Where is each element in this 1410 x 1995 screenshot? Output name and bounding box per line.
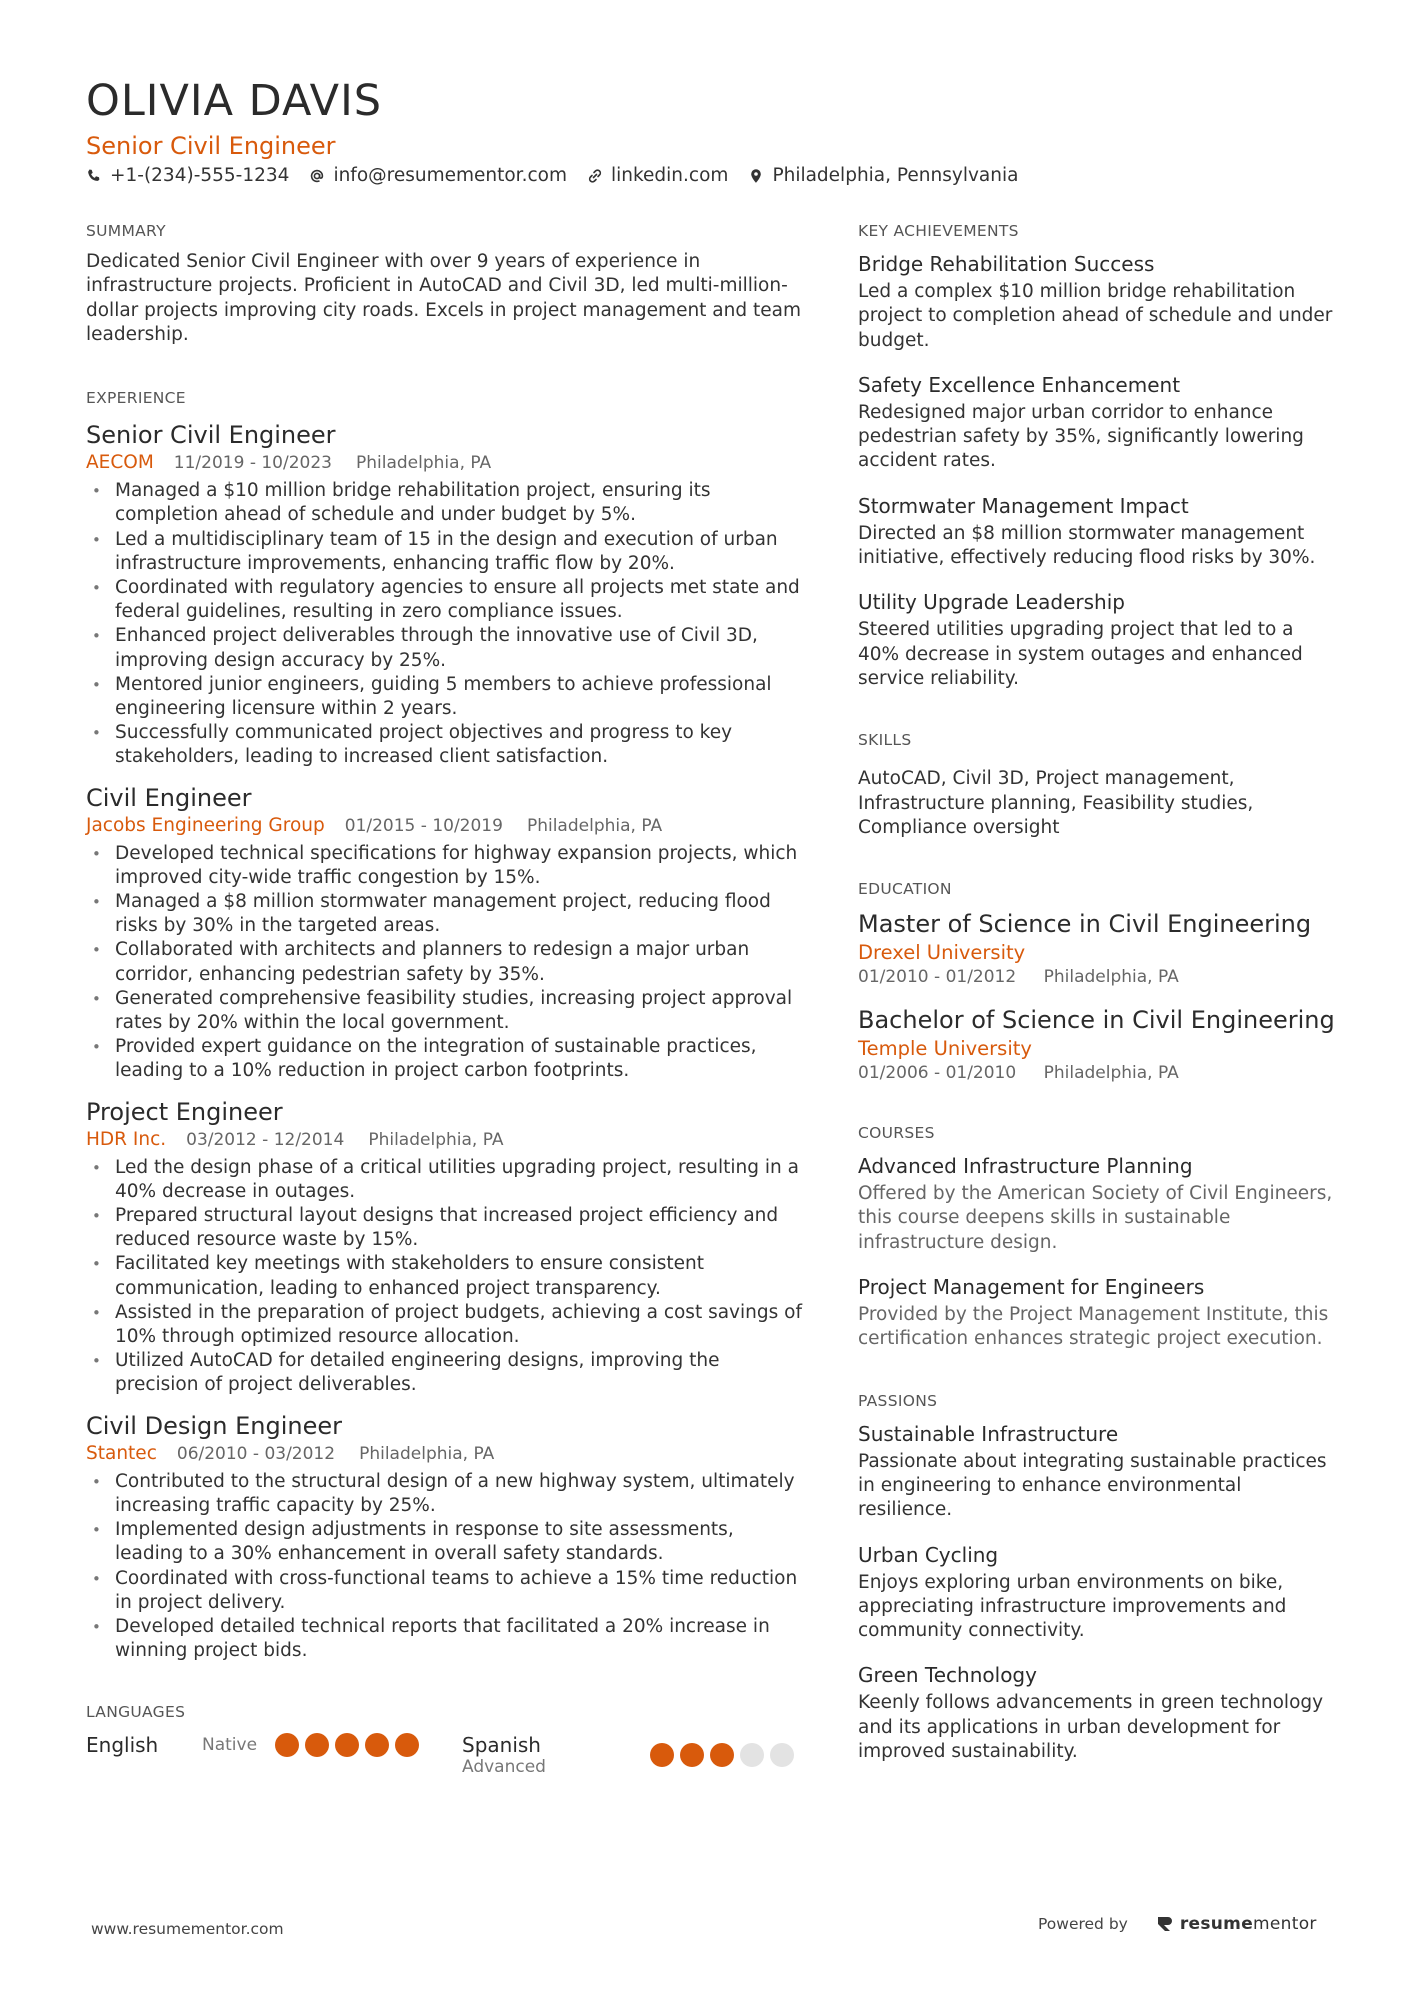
achievement-title: Stormwater Management Impact [858,493,1189,518]
achievement-title: Utility Upgrade Leadership [858,590,1125,615]
rating-dot [650,1743,674,1767]
contact-location-text: Philadelphia, Pennsylvania [772,165,1019,186]
job-bullet: • Developed technical specifications for highway expansion projects, which improved city-wide traffic congestion by 15%. [86,842,802,890]
education-location: Philadelphia, PA [1043,967,1179,988]
phone-icon [86,168,102,184]
job-title: Senior Civil Engineer [86,421,336,450]
job-dates: 03/2012 - 12/2014 [186,1129,345,1150]
language-name: Spanish [462,1733,541,1758]
language-level: Advanced [462,1757,546,1778]
course-title: Project Management for Engineers [858,1275,1205,1300]
link-icon [587,168,603,184]
job-bullet: • Prepared structural layout designs that increased project efficiency and reduced resource waste by 15%. [86,1204,802,1252]
education-meta [858,966,1338,988]
brand-logo[interactable] [1156,1914,1317,1934]
passion-item [858,1541,1338,1644]
contact-bar [86,165,1038,186]
contact-email[interactable] [309,165,567,186]
brand-rest: mentor [1253,1914,1317,1934]
job-entry [86,419,802,769]
course-desc: Offered by the American Society of Civil Engineers, this course deepens skills in sustainable infrastructure design. [858,1183,1333,1253]
contact-phone-text: +1-(234)-555-1234 [110,165,290,186]
language-item [86,1733,462,1757]
rating-dot [395,1733,419,1757]
language-level: Native [202,1735,258,1756]
job-bullet: • Managed a $8 million stormwater management project, reducing flood risks by 30% in the targeted areas. [86,890,802,938]
job-entry [86,1410,802,1664]
job-location: Philadelphia, PA [359,1443,495,1464]
rating-dot [365,1733,389,1757]
course-desc: Provided by the Project Management Institute, this certification enhances strategic project execution. [858,1304,1329,1350]
passion-title: Sustainable Infrastructure [858,1421,1119,1446]
job-title: Project Engineer [86,1097,283,1126]
job-company: HDR Inc. [86,1128,167,1150]
job-dates: 06/2010 - 03/2012 [176,1443,336,1464]
job-bullet: • Developed detailed technical reports that facilitated a 20% increase in winning project bids. [86,1615,802,1663]
rating-dot [335,1733,359,1757]
map-pin-icon [748,168,764,184]
candidate-name: OLIVIA DAVIS [86,76,383,126]
skills-heading: SKILLS [858,731,912,750]
at-icon [309,168,325,184]
resumementor-logo-icon [1156,1915,1174,1933]
job-bullet: • Collaborated with architects and planners to redesign a major urban corridor, enhancing pedestrian safety by 35%. [86,938,802,986]
footer-website[interactable]: www.resumementor.com [91,1920,284,1938]
job-location: Philadelphia, PA [526,815,663,836]
language-text [462,1733,650,1777]
job-location: Philadelphia, PA [368,1129,504,1150]
education-degree: Master of Science in Civil Engineering [858,910,1312,939]
education-dates: 01/2010 - 01/2012 [858,967,1017,988]
job-bullet: • Enhanced project deliverables through the innovative use of Civil 3D, improving design accuracy by 25%. [86,624,802,672]
job-dates: 11/2019 - 10/2023 [173,453,332,474]
summary-heading: SUMMARY [86,222,166,240]
rating-dot [710,1743,734,1767]
passions-heading: PASSIONS [858,1391,938,1410]
contact-linkedin-text: linkedin.com [610,165,729,186]
achievement-desc: Led a complex $10 million bridge rehabilitation project to completion ahead of schedule and under budget. [858,281,1333,351]
job-bullet: • Coordinated with regulatory agencies to ensure all projects met state and federal guidelines, resulting in zero compliance issues. [86,576,802,624]
job-entry [86,1096,802,1398]
achievements-heading: KEY ACHIEVEMENTS [858,222,1019,240]
education-item [858,908,1338,988]
job-company: AECOM [86,452,154,474]
rating-dot [740,1743,764,1767]
job-title: Civil Design Engineer [86,1411,342,1440]
achievement-item [858,371,1338,474]
job-bullet: • Led a multidisciplinary team of 15 in the design and execution of urban infrastructure improvements, enhancing traffic flow by 20%. [86,528,802,576]
right-column [858,222,1338,1764]
job-bullet: • Contributed to the structural design of a new highway system, ultimately increasing traffic capacity by 25%. [86,1470,802,1518]
job-bullet: • Generated comprehensive feasibility studies, increasing project approval rates by 20% within the local government. [86,987,802,1035]
job-bullets [86,1470,802,1664]
job-bullets [86,1156,802,1398]
experience-heading: EXPERIENCE [86,389,186,408]
passion-desc: Keenly follows advancements in green technology and its applications in urban development for improved sustainability. [858,1692,1324,1763]
left-column [86,222,802,1777]
achievement-title: Safety Excellence Enhancement [858,372,1181,397]
courses-heading: COURSES [858,1124,935,1143]
passion-item [858,1420,1338,1523]
achievement-item [858,250,1338,353]
achievement-title: Bridge Rehabilitation Success [858,252,1155,276]
achievement-desc: Steered utilities upgrading project that led to a 40% decrease in system outages and enhanced service reliability. [858,619,1303,689]
language-item [462,1733,800,1777]
job-bullets [86,479,802,769]
job-bullet: • Successfully communicated project objectives and progress to key stakeholders, leading to increased client satisfaction. [86,721,802,769]
contact-email-text: info@resumementor.com [333,165,567,186]
contact-linkedin[interactable] [587,165,728,186]
languages-list [86,1733,802,1777]
job-bullet: • Facilitated key meetings with stakeholders to ensure consistent communication, leading to enhanced project transparency. [86,1252,802,1300]
achievement-desc: Redesigned major urban corridor to enhance pedestrian safety by 35%, significantly lowering accident rates. [858,401,1304,472]
job-bullet: • Implemented design adjustments in response to site assessments, leading to a 30% enhancement in overall safety standards. [86,1518,802,1566]
rating-dot [770,1743,794,1767]
rating-dot [680,1743,704,1767]
summary-text: Dedicated Senior Civil Engineer with over 9 years of experience in infrastructure projects. Proficient in AutoCAD and Civil 3D, led multi-million-dollar projects improving city roads. Excels in project management and team leadership. [86,251,801,345]
job-meta [86,1443,802,1464]
job-company: Jacobs Engineering Group [86,814,325,836]
job-entry [86,782,802,1084]
job-meta [86,815,802,836]
languages-heading: LANGUAGES [86,1703,186,1722]
passion-title: Green Technology [858,1663,1037,1688]
rating-dot [275,1733,299,1757]
language-name: English [86,1733,159,1758]
contact-location [748,165,1018,186]
achievement-item [858,588,1338,691]
job-meta [86,1129,802,1150]
education-meta [858,1062,1338,1084]
education-degree: Bachelor of Science in Civil Engineering [858,1006,1335,1035]
education-dates: 01/2006 - 01/2010 [858,1063,1017,1084]
skills-text: AutoCAD, Civil 3D, Project management, Infrastructure planning, Feasibility studies, Compliance oversight [858,768,1254,838]
contact-phone[interactable] [86,165,289,186]
job-meta [86,452,802,473]
job-bullet: • Mentored junior engineers, guiding 5 members to achieve professional engineering licensure within 2 years. [86,673,802,721]
job-company: Stantec [86,1442,157,1464]
education-school: Drexel University [858,941,1026,965]
job-bullet: • Assisted in the preparation of project budgets, achieving a cost savings of 10% through optimized resource allocation. [86,1301,802,1349]
passion-desc: Passionate about integrating sustainable practices in engineering to enhance environmental resilience. [858,1450,1327,1521]
footer-branding [1038,1914,1317,1934]
course-item [858,1273,1338,1352]
job-location: Philadelphia, PA [356,453,492,474]
education-school: Temple University [858,1037,1032,1061]
job-bullet: • Led the design phase of a critical utilities upgrading project, resulting in a 40% decrease in outages. [86,1156,802,1204]
course-item [858,1152,1338,1255]
passion-desc: Enjoys exploring urban environments on bike, appreciating infrastructure improvements and community connectivity. [858,1571,1287,1642]
language-rating [275,1733,425,1757]
job-bullet: • Coordinated with cross-functional teams to achieve a 15% time reduction in project delivery. [86,1567,802,1615]
brand-bold: resume [1179,1914,1254,1934]
job-title: Civil Engineer [86,783,252,812]
education-location: Philadelphia, PA [1043,1063,1179,1084]
course-title: Advanced Infrastructure Planning [858,1154,1193,1179]
achievement-item [858,492,1338,571]
education-item [858,1004,1338,1084]
passion-item [858,1661,1338,1764]
powered-by-label: Powered by [1038,1915,1128,1933]
job-bullets [86,842,802,1084]
job-dates: 01/2015 - 10/2019 [344,815,503,836]
candidate-title: Senior Civil Engineer [86,132,336,160]
education-heading: EDUCATION [858,880,952,899]
passion-title: Urban Cycling [858,1542,999,1567]
job-bullet: • Provided expert guidance on the integration of sustainable practices, leading to a 10% reduction in project carbon footprints. [86,1035,802,1083]
achievement-desc: Directed an $8 million stormwater management initiative, effectively reducing flood risks by 30%. [858,522,1316,569]
rating-dot [305,1733,329,1757]
language-rating [650,1743,800,1767]
job-bullet: • Utilized AutoCAD for detailed engineering designs, improving the precision of project deliverables. [86,1349,802,1397]
job-bullet: • Managed a $10 million bridge rehabilitation project, ensuring its completion ahead of schedule and under budget by 5%. [86,479,802,527]
